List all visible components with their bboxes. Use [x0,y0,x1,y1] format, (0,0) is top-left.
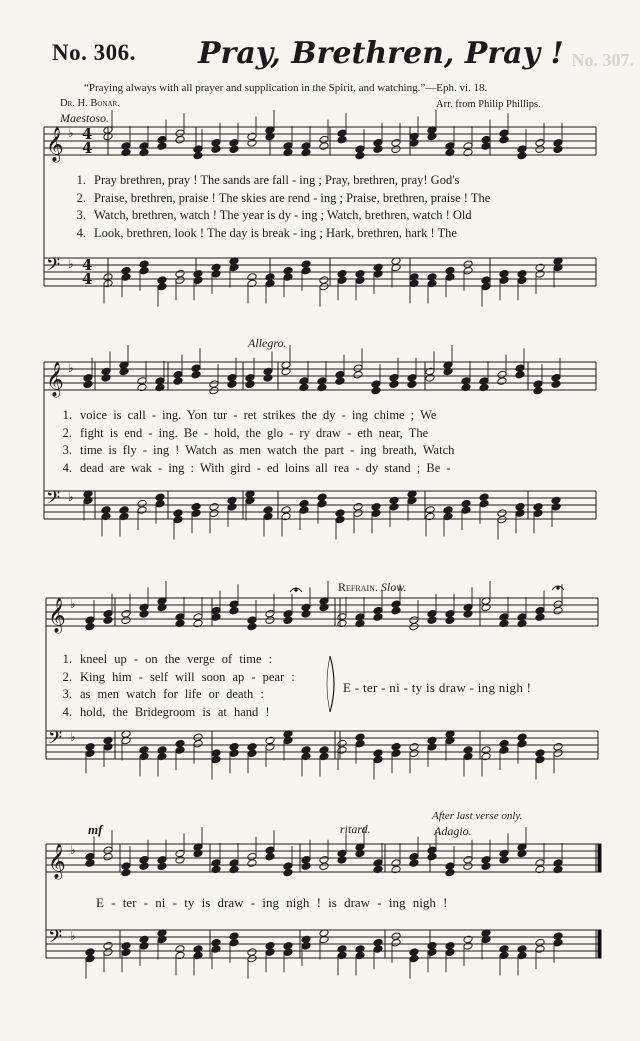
notehead [409,948,419,957]
notehead [157,142,167,151]
notehead [175,856,185,865]
verse-line: 4. hold, the Bridegroom is at hand ! [62,704,270,719]
notehead [535,945,545,954]
treble-clef: 𝄞 [48,598,66,633]
notehead [263,506,273,515]
notehead [229,742,239,751]
notehead [353,370,363,379]
fermata-dot [557,587,559,589]
notehead [553,606,563,615]
notehead [319,935,329,944]
notehead [553,145,563,154]
notehead [265,852,275,861]
notehead [535,613,545,622]
notehead [427,279,437,288]
bleed-through-hymn-number: No. 307. [571,50,634,70]
bass-clef: 𝄢 [46,488,61,513]
notehead [515,370,525,379]
verse-line: 3. time is fly - ing ! Watch as men watch the part - ing breath, Watch [62,443,455,457]
notehead [463,855,473,864]
notehead [283,142,293,151]
notehead [121,142,131,151]
notehead [499,945,509,954]
notehead [463,610,473,619]
notehead [83,380,93,389]
notehead [245,380,255,389]
notehead [229,865,239,874]
notehead [445,273,455,282]
verse-line: 3. Watch, brethren, watch ! The year is dy - ing ; Watch, brethren, watch ! Old [76,208,472,222]
notehead [337,613,347,622]
notehead [461,377,471,386]
barlines [44,127,601,958]
notehead [337,746,347,755]
key-signature-flat: ♭ [68,361,74,375]
hymn-number: No. 306. [52,40,136,65]
notehead [265,609,275,618]
notehead [319,752,329,761]
notehead [137,506,147,515]
notehead [409,616,419,625]
notehead [139,610,149,619]
notehead [445,948,455,957]
hymn-title: Pray, Brethren, Pray ! [198,36,564,71]
notehead [463,266,473,275]
refrain-brace [330,656,334,712]
notehead [299,377,309,386]
notehead [535,749,545,758]
bass-clef: 𝄢 [48,927,63,952]
notehead [407,496,417,505]
notehead [103,609,113,618]
notehead [391,145,401,154]
notehead [265,941,275,950]
notehead [157,603,167,612]
notehead [373,859,383,868]
notehead [83,496,93,505]
notehead [139,148,149,157]
notehead [499,856,509,865]
notehead [101,374,111,383]
notehead [407,380,417,389]
notehead [265,132,275,141]
notehead [535,270,545,279]
verse-line: 4. dead are wak - ing : With gird - ed loins all rea - dy stand ; Be - [62,460,451,475]
notehead [193,619,203,628]
notehead [373,138,383,147]
tempo-allegro: Allegro. [248,336,287,350]
notehead [193,739,203,748]
notehead [119,512,129,521]
notehead [301,148,311,157]
notehead [373,613,383,622]
notehead [211,138,221,147]
notehead [355,276,365,285]
notehead [193,276,203,285]
notehead [391,865,401,874]
notehead [283,616,293,625]
notehead [299,506,309,515]
notehead [319,276,329,285]
notehead [85,948,95,957]
notehead [317,499,327,508]
refrain-brace [327,656,330,712]
notehead [139,942,149,951]
notehead [103,941,113,950]
notehead [211,270,221,279]
key-signature-flat: ♭ [68,257,74,271]
notehead [191,370,201,379]
notehead [193,951,203,960]
notehead [139,266,149,275]
notehead [157,862,167,871]
notehead [373,749,383,758]
notehead [139,855,149,864]
final-barline-thick [598,930,601,958]
notehead [85,859,95,868]
notehead [551,503,561,512]
notehead [517,951,527,960]
treble-clef: 𝄞 [46,127,64,162]
notehead [389,503,399,512]
notehead [445,862,455,871]
notehead [553,865,563,874]
notehead [121,736,131,745]
notehead [481,935,491,944]
notehead [425,506,435,515]
notehead [319,142,329,151]
notehead [409,749,419,758]
notehead [481,752,491,761]
notehead [463,148,473,157]
notehead [425,374,435,383]
notehead [481,603,491,612]
verse-line: 3. as men watch for life or death : [62,687,264,701]
notehead [227,503,237,512]
notehead [155,383,165,392]
notehead [337,135,347,144]
notehead [155,499,165,508]
notehead [103,852,113,861]
notehead [335,509,345,518]
notehead [139,746,149,755]
verse-line: 1. voice is call - ing. Yon tur - ret strikes the dy - ing chime ; We [62,408,437,422]
notehead [553,938,563,947]
author-credit: Dr. H. Bonar. [60,98,120,109]
notehead [371,509,381,518]
notehead [499,135,509,144]
notehead [301,266,311,275]
notehead [553,742,563,751]
notehead [175,945,185,954]
scripture-epigraph: “Praying always with all prayer and supplication in the Spirit, and watching.”—Eph. vi. 18. [84,82,488,94]
notehead [301,855,311,864]
notehead [373,945,383,954]
notehead [301,610,311,619]
notehead [247,749,257,758]
treble-clef: 𝄞 [46,362,64,397]
notehead [157,752,167,761]
notehead [157,935,167,944]
notehead [517,739,527,748]
notehead [209,509,219,518]
notehead [479,383,489,392]
notehead [103,743,113,752]
notehead [263,374,273,383]
notehead [229,263,239,272]
notehead [121,616,131,625]
notehead [193,849,203,858]
notehead [283,736,293,745]
key-signature-flat: ♭ [70,929,76,943]
notehead [445,616,455,625]
treble-clef: 𝄞 [48,844,66,879]
verse-line: 2. fight is end - ing. Be - hold, the glo - ry draw - eth near, The [62,425,429,440]
notehead [499,613,509,622]
key-signature-flat: ♭ [70,730,76,744]
arranger-credit: Arr. from Philip Phillips. [436,99,541,110]
notehead [247,139,257,148]
notehead [229,606,239,615]
notehead [355,739,365,748]
notehead [319,862,329,871]
tempo-adagio: Adagio. [434,824,472,838]
notehead [247,859,257,868]
notehead [175,269,185,278]
notehead [121,862,131,871]
notehead [515,502,525,511]
clefs [46,125,92,952]
notehead [193,145,203,154]
notehead [337,945,347,954]
notehead [481,862,491,871]
dynamic-mf: mf [88,822,103,837]
notehead [463,942,473,951]
tempo-slow: Slow. [380,580,407,594]
notehead [175,135,185,144]
key-signature-flat: ♭ [68,126,74,140]
key-signature-flat: ♭ [68,490,74,504]
notehead [101,506,111,515]
notehead [121,273,131,282]
key-signature-flat: ♭ [70,843,76,857]
notehead [463,746,473,755]
notehead [353,502,363,511]
notehead [157,276,167,285]
notehead [497,377,507,386]
notehead [391,606,401,615]
notehead [517,276,527,285]
notehead [119,367,129,376]
notehead [443,512,453,521]
notehead [533,380,543,389]
notehead [371,380,381,389]
time-signature: 4 [82,270,93,288]
tempo-ritard: ritard. [340,822,371,836]
notehead [335,377,345,386]
notehead [479,499,489,508]
notehead [355,849,365,858]
notehead [427,852,437,861]
notehead [517,619,527,628]
staff-lines [44,127,600,958]
notehead [391,263,401,272]
notehead [373,270,383,279]
notehead [247,948,257,957]
notehead [175,613,185,622]
notehead [283,273,293,282]
notehead [175,746,185,755]
notehead [337,856,347,865]
notehead [427,609,437,618]
notehead [301,746,311,755]
notehead [301,942,311,951]
verse-line: 2. King him - self will soon ap - pear : [62,669,295,684]
notehead [283,862,293,871]
verse-line: 1. Pray brethren, pray ! The sands are fall - ing ; Pray, brethren, pray! God's [76,173,460,187]
notehead [391,742,401,751]
verse-line: 2. Praise, brethren, praise ! The skies are rend - ing ; Praise, brethren, praise ! The [76,190,491,205]
notehead [551,373,561,382]
notehead [499,269,509,278]
notehead [355,145,365,154]
notehead [283,948,293,957]
refrain-word: Refrain. [338,580,378,594]
notehead [517,849,527,858]
notehead [337,269,347,278]
notehead [445,736,455,745]
time-signature: 4 [82,256,93,274]
bass-clef: 𝄢 [46,255,61,280]
notehead [209,380,219,389]
notehead [245,496,255,505]
notehead [517,145,527,154]
time-signature: 4 [82,139,93,157]
notehead [497,509,507,518]
notehead [265,279,275,288]
notehead [443,367,453,376]
notehead [317,383,327,392]
notehead [247,273,257,282]
notehead [265,743,275,752]
notehead [229,938,239,947]
notehead [247,616,257,625]
notehead [281,512,291,521]
after-last-verse-note: After last verse only. [432,810,523,822]
notehead [211,859,221,868]
notehead [535,138,545,147]
notehead [535,859,545,868]
notehead [391,938,401,947]
time-signature: 4 [82,125,93,143]
notehead [173,377,183,386]
verse-line: 4. Look, brethren, look ! The day is break - ing ; Hark, brethren, hark ! The [76,225,457,240]
bass-clef: 𝄢 [48,728,63,753]
notehead [461,506,471,515]
notehead [499,746,509,755]
notehead [553,263,563,272]
final-barline-thick [598,844,601,872]
notehead [121,948,131,957]
notehead [355,951,365,960]
notehead [427,941,437,950]
final-refrain-lyrics: E - ter - ni - ty is draw - ing nigh ! is draw - ing nigh ! [96,895,448,910]
notehead [227,373,237,382]
notehead [409,859,419,868]
notehead [281,367,291,376]
notehead [319,603,329,612]
key-signature-flat: ♭ [70,597,76,611]
tempo-maestoso: Maestoso. [60,111,109,125]
notehead [389,373,399,382]
notehead [85,616,95,625]
refrain-lyrics: E - ter - ni - ty is draw - ing nigh ! [343,680,532,695]
notehead [211,945,221,954]
notes [83,110,564,979]
notehead [85,749,95,758]
notehead [445,142,455,151]
fermata-dot [295,589,297,591]
verse-line: 1. kneel up - on the verge of time : [62,652,273,666]
notehead [173,509,183,518]
notehead [229,145,239,154]
notehead [427,743,437,752]
notehead [137,377,147,386]
notehead [427,132,437,141]
notehead [355,619,365,628]
notehead [533,509,543,518]
notehead [191,502,201,511]
